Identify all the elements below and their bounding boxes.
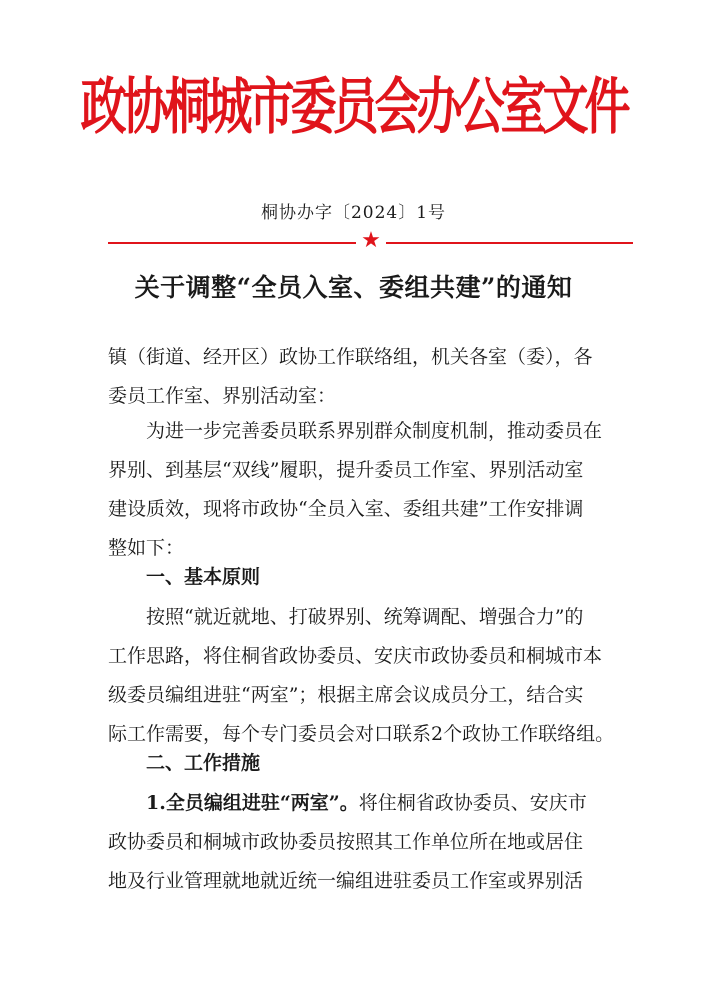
section-heading-2: 二、工作措施 (146, 752, 261, 774)
paragraph-line: 地及行业管理就地就近统一编组进驻委员工作室或界别活 (108, 870, 584, 892)
paragraph-line: 级委员编组进驻“两室”；根据主席会议成员分工，结合实 (108, 684, 584, 706)
paragraph-line: 政协委员和桐城市政协委员按照其工作单位所在地或居住 (108, 831, 584, 853)
document-header-title: 政协桐城市委员会办公室文件 (80, 70, 627, 142)
paragraph-line: 为进一步完善委员联系界别群众制度机制，推动委员在 (146, 420, 603, 442)
section-heading-1: 一、基本原则 (146, 566, 261, 588)
recipients (108, 338, 628, 416)
section2-paragraph (108, 784, 628, 901)
paragraph-line (108, 784, 628, 823)
recipients-line: 委员工作室、界别活动室： (108, 385, 337, 407)
intro-paragraph (108, 412, 628, 568)
paragraph-line: 际工作需要，每个专门委员会对口联系2个政协工作联络组。 (108, 723, 615, 745)
recipients-line: 镇（街道、经开区）政协工作联络组，机关各室（委），各 (108, 346, 593, 368)
document-number: 桐协办字〔2024〕1号 (260, 203, 447, 223)
notice-title: 关于调整“全员入室、委组共建”的通知 (134, 273, 573, 302)
paragraph-line: 整如下： (108, 537, 185, 559)
red-divider (108, 228, 633, 253)
divider-line-left (108, 242, 356, 244)
star-icon: ★ (361, 228, 381, 253)
section1-paragraph (108, 598, 628, 754)
paragraph-line: 工作思路，将住桐省政协委员、安庆市政协委员和桐城市本 (108, 645, 603, 667)
paragraph-line: 建设质效，现将市政协“全员入室、委组共建”工作安排调 (108, 498, 584, 520)
paragraph-line: 按照“就近就地、打破界别、统筹调配、增强合力”的 (146, 606, 584, 628)
divider-line-right (386, 242, 633, 244)
item-lead: 1.全员编组进驻“两室”。 (146, 792, 359, 814)
item-text: 将住桐省政协委员、安庆市 (358, 792, 587, 814)
paragraph-line: 界别、到基层“双线”履职，提升委员工作室、界别活动室 (108, 459, 584, 481)
